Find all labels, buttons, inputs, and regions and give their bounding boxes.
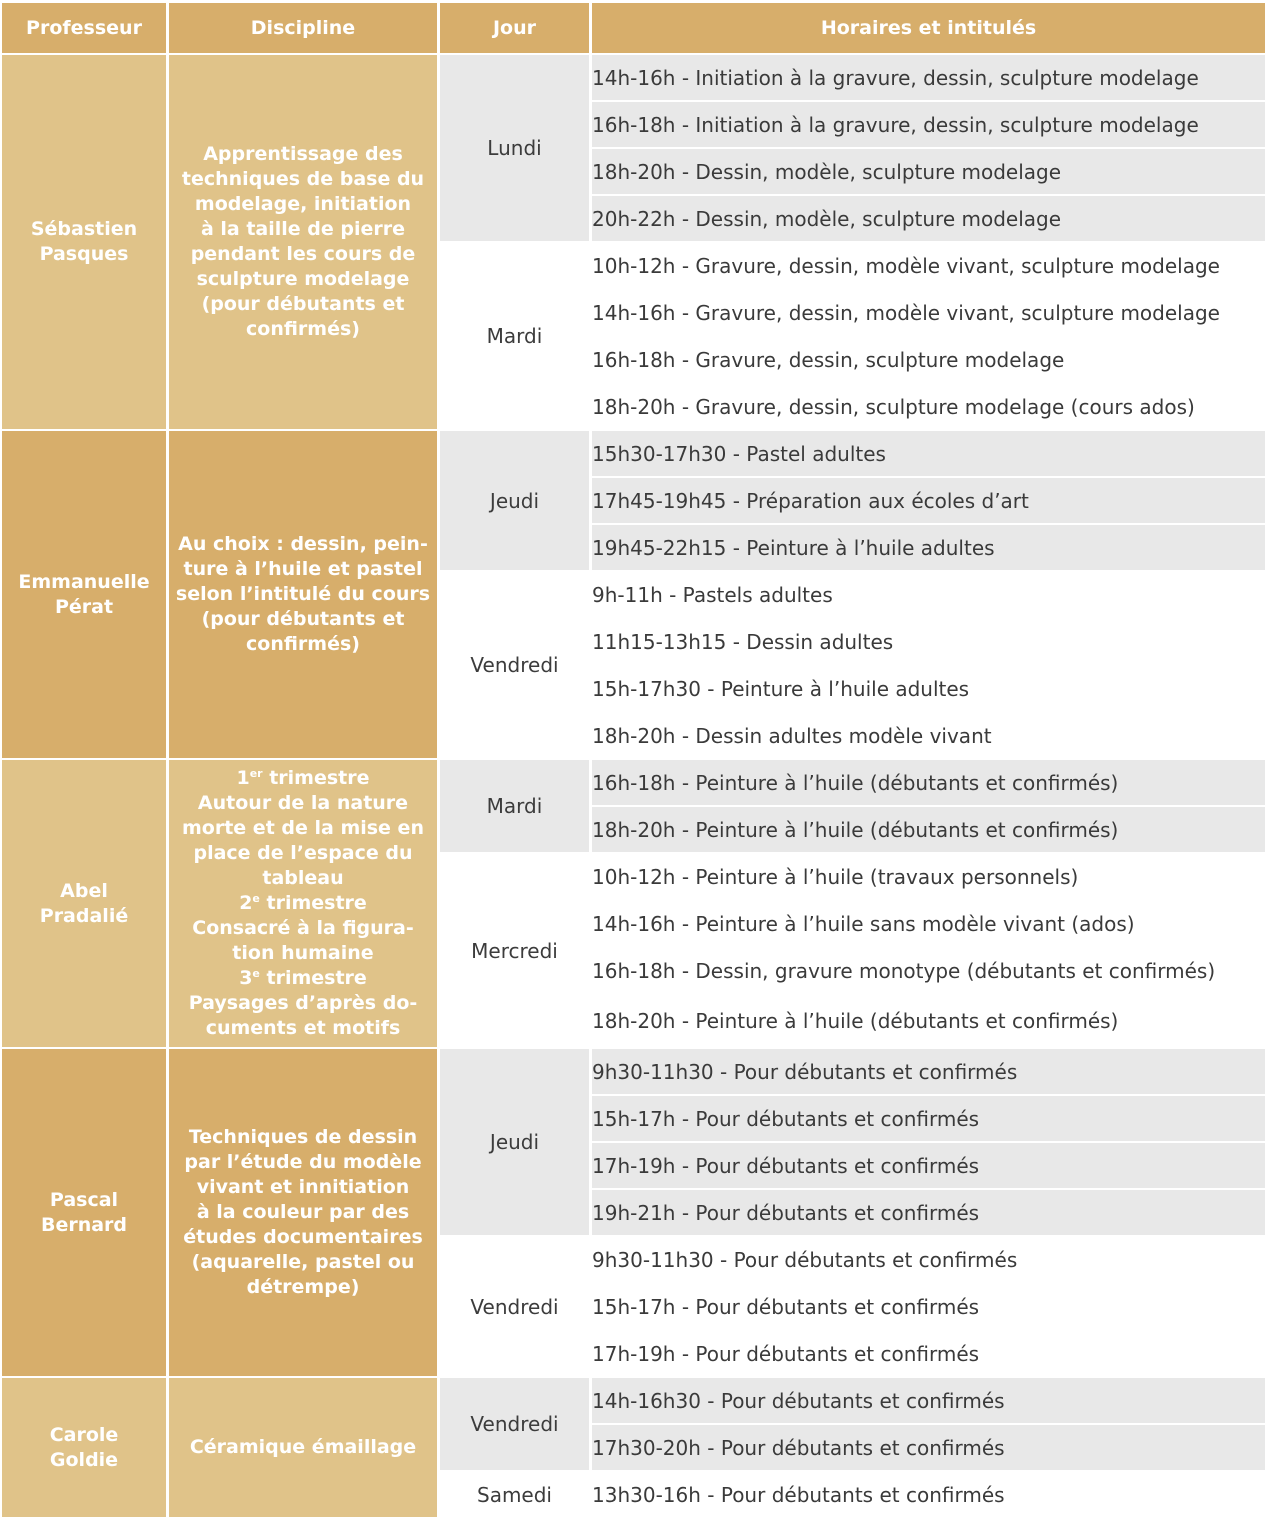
- term-suffix: e: [252, 967, 260, 980]
- discipline-line: (pour débutants et: [201, 293, 405, 315]
- teacher-name-line: Emmanuelle: [18, 570, 150, 593]
- term-label: trimestre: [259, 967, 367, 989]
- discipline-cell: [169, 55, 437, 429]
- time-slot: 15h30-17h30 - Pastel adultes: [592, 431, 1265, 476]
- day-cell: Samedi: [440, 1472, 589, 1517]
- discipline-line: confirmés): [246, 633, 360, 655]
- teacher-name-line: Pérat: [54, 595, 114, 618]
- time-slot: 14h-16h - Peinture à l’huile sans modèle vivant (ados): [592, 901, 1265, 946]
- teacher-name-cell: [2, 55, 166, 429]
- time-slot: 18h-20h - Peinture à l’huile (débutants et confirmés): [592, 995, 1265, 1047]
- teacher-name-line: Abel: [60, 879, 108, 902]
- header-professeur: Professeur: [2, 3, 166, 53]
- discipline-line: [169, 891, 437, 916]
- discipline-line: place de l’espace du: [193, 842, 413, 864]
- teacher-name-cell: [2, 1049, 166, 1376]
- teacher-name-cell: [2, 1378, 166, 1517]
- header-discipline: Discipline: [169, 3, 437, 53]
- discipline-line: ture à l’huile et pastel: [183, 558, 423, 580]
- header-jour: Jour: [440, 3, 589, 53]
- table-row: [2, 1049, 1265, 1094]
- time-slot: 18h-20h - Gravure, dessin, sculpture modelage (cours ados): [592, 384, 1265, 429]
- day-cell: Mardi: [440, 760, 589, 852]
- time-slot: 18h-20h - Dessin, modèle, sculpture modelage: [592, 149, 1265, 194]
- discipline-line: Paysages d’après do-: [188, 992, 418, 1014]
- discipline-line: modelage, initiation: [194, 193, 412, 215]
- time-slot: 19h-21h - Pour débutants et confirmés: [592, 1190, 1265, 1235]
- discipline-line: à la taille de pierre: [200, 218, 406, 240]
- table-row: [2, 431, 1265, 476]
- discipline-cell: [169, 1378, 437, 1517]
- discipline-line: sculpture modelage: [196, 268, 410, 290]
- term-number: 2: [239, 892, 253, 914]
- term-label: trimestre: [259, 892, 367, 914]
- time-slot: 18h-20h - Dessin adultes modèle vivant: [592, 713, 1265, 758]
- discipline-cell: [169, 431, 437, 758]
- schedule-table: [0, 1, 1268, 1519]
- discipline-line: [169, 766, 437, 791]
- teacher-name-line: Pascal: [49, 1188, 119, 1211]
- time-slot: 17h45-19h45 - Préparation aux écoles d’art: [592, 478, 1265, 523]
- discipline-line: Au choix : dessin, pein-: [178, 533, 428, 555]
- term-suffix: er: [249, 767, 263, 780]
- discipline-line: par l’étude du modèle: [184, 1151, 422, 1173]
- discipline-line: détrempe): [246, 1276, 360, 1298]
- discipline-line: tableau: [262, 867, 344, 889]
- time-slot: 14h-16h - Initiation à la gravure, dessin, sculpture modelage: [592, 55, 1265, 100]
- time-slot: 19h45-22h15 - Peinture à l’huile adultes: [592, 525, 1265, 570]
- discipline-line: techniques de base du: [181, 168, 425, 190]
- discipline-line: tion humaine: [232, 942, 374, 964]
- time-slot: 14h-16h - Gravure, dessin, modèle vivant, sculpture modelage: [592, 290, 1265, 335]
- teacher-name-line: Sébastien: [30, 218, 138, 240]
- time-slot: 18h-20h - Peinture à l’huile (débutants et confirmés): [592, 807, 1265, 852]
- time-slot: 16h-18h - Peinture à l’huile (débutants et confirmés): [592, 760, 1265, 805]
- discipline-line: Consacré à la figura-: [192, 917, 414, 939]
- time-slot: 13h30-16h - Pour débutants et confirmés: [592, 1472, 1265, 1517]
- discipline-line: Apprentissage des: [203, 143, 403, 165]
- day-cell: Vendredi: [440, 1378, 589, 1470]
- term-number: 3: [239, 967, 253, 989]
- discipline-line: études documentaires: [183, 1226, 423, 1248]
- teacher-name-cell: [2, 760, 166, 1047]
- teacher-name-line: Carole: [49, 1423, 119, 1446]
- teacher-name-line: Pasques: [39, 243, 129, 265]
- discipline-line: [169, 966, 437, 991]
- header-row: [2, 3, 1265, 53]
- time-slot: 15h-17h - Pour débutants et confirmés: [592, 1096, 1265, 1141]
- time-slot: 17h-19h - Pour débutants et confirmés: [592, 1331, 1265, 1376]
- time-slot: 17h-19h - Pour débutants et confirmés: [592, 1143, 1265, 1188]
- teacher-name-cell: [2, 431, 166, 758]
- table-row: [2, 760, 1265, 805]
- header-horaires: Horaires et intitulés: [592, 3, 1265, 53]
- time-slot: 15h-17h30 - Peinture à l’huile adultes: [592, 666, 1265, 711]
- table-row: [2, 1378, 1265, 1423]
- discipline-line: à la couleur par des: [196, 1201, 410, 1223]
- day-cell: Mardi: [440, 243, 589, 429]
- time-slot: 9h30-11h30 - Pour débutants et confirmés: [592, 1237, 1265, 1282]
- time-slot: 16h-18h - Initiation à la gravure, dessin, sculpture modelage: [592, 102, 1265, 147]
- day-cell: Jeudi: [440, 1049, 589, 1235]
- teacher-name-line: Pradalié: [39, 904, 129, 927]
- day-cell: Lundi: [440, 55, 589, 241]
- term-suffix: e: [252, 892, 260, 905]
- time-slot: 14h-16h30 - Pour débutants et confirmés: [592, 1378, 1265, 1423]
- time-slot: 9h-11h - Pastels adultes: [592, 572, 1265, 617]
- term-number: 1: [236, 767, 250, 789]
- time-slot: 17h30-20h - Pour débutants et confirmés: [592, 1425, 1265, 1470]
- discipline-line: pendant les cours de: [190, 243, 416, 265]
- time-slot: 10h-12h - Peinture à l’huile (travaux personnels): [592, 854, 1265, 899]
- day-cell: Vendredi: [440, 1237, 589, 1376]
- time-slot: 15h-17h - Pour débutants et confirmés: [592, 1284, 1265, 1329]
- time-slot: 9h30-11h30 - Pour débutants et confirmés: [592, 1049, 1265, 1094]
- time-slot: 10h-12h - Gravure, dessin, modèle vivant, sculpture modelage: [592, 243, 1265, 288]
- discipline-line: Autour de la nature: [197, 792, 409, 814]
- discipline-line: confirmés): [246, 318, 360, 340]
- discipline-line: cuments et motifs: [205, 1017, 401, 1039]
- discipline-line: Céramique émaillage: [189, 1436, 417, 1458]
- time-slot: 16h-18h - Dessin, gravure monotype (débutants et confirmés): [592, 948, 1265, 993]
- time-slot: 11h15-13h15 - Dessin adultes: [592, 619, 1265, 664]
- time-slot: 20h-22h - Dessin, modèle, sculpture modelage: [592, 196, 1265, 241]
- discipline-line: (pour débutants et: [201, 608, 405, 630]
- discipline-cell: [169, 760, 437, 1047]
- discipline-line: Techniques de dessin: [188, 1126, 418, 1148]
- table-row: [2, 55, 1265, 100]
- discipline-line: selon l’intitulé du cours: [175, 583, 431, 605]
- day-cell: Vendredi: [440, 572, 589, 758]
- day-cell: Jeudi: [440, 431, 589, 570]
- term-label: trimestre: [262, 767, 370, 789]
- discipline-cell: [169, 1049, 437, 1376]
- discipline-line: morte et de la mise en: [182, 817, 424, 839]
- teacher-name-line: Bernard: [40, 1213, 128, 1236]
- discipline-line: vivant et innitiation: [196, 1176, 410, 1198]
- time-slot: 16h-18h - Gravure, dessin, sculpture modelage: [592, 337, 1265, 382]
- day-cell: Mercredi: [440, 854, 589, 1047]
- teacher-name-line: Goldie: [49, 1448, 119, 1471]
- discipline-line: (aquarelle, pastel ou: [191, 1251, 415, 1273]
